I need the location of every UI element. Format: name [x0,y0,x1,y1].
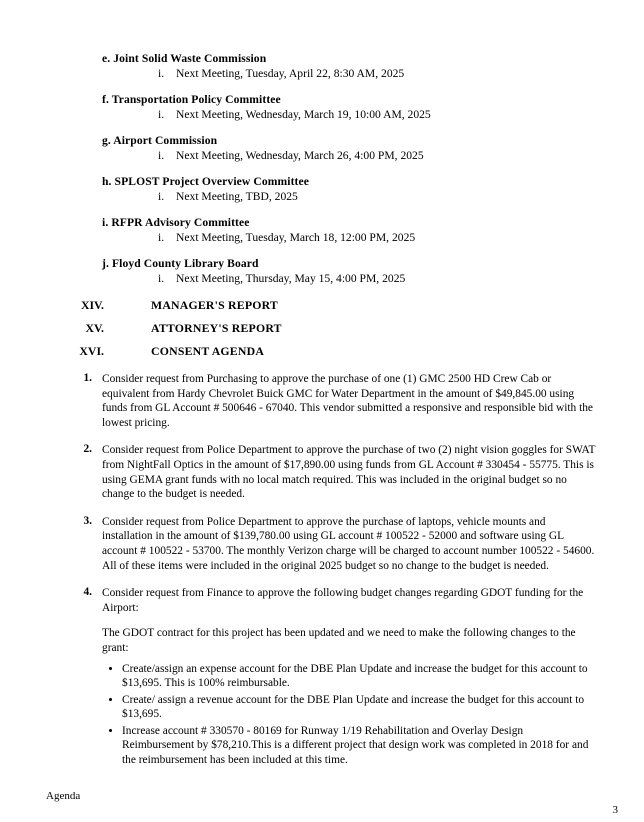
consent-item-paragraph: The GDOT contract for this project has been updated and we need to make the following changes to the grant: [102,627,576,654]
committee-block [46,52,598,80]
section-label: ATTORNEY'S REPORT [151,321,282,335]
list-marker-roman: i. [158,190,165,203]
consent-item-paragraph: Consider request from Finance to approve the following budget changes regarding GDOT funding for the Airport: [102,587,584,614]
consent-item-body [102,586,598,768]
list-marker-roman: i. [158,149,165,162]
section-number: XIV. [80,298,104,312]
list-marker-roman: i. [158,272,165,285]
consent-item-body [102,515,598,573]
consent-item [46,515,598,573]
committee-meeting-text: Next Meeting, Wednesday, March 26, 4:00 PM, 2025 [176,149,424,162]
consent-item [46,443,598,501]
consent-item-paragraph: Consider request from Police Department to approve the purchase of two (2) night vision goggles for SWAT from NightFall Optics in the amount of $17,890.00 using funds from GL Account # 330454 - 55775. This is using GEMA grant funds with no local match required. This was included in the original budget so no change to the budget is needed. [102,444,596,501]
committee-title: f. Transportation Policy Committee [102,93,281,106]
consent-item-body [102,443,598,501]
consent-item-number: 2. [83,443,92,456]
list-marker-roman: i. [158,231,165,244]
committee-meeting [158,149,598,162]
list-item: • Create/ assign a revenue account for the DBE Plan Update and increase the budget for this account to $13,695. [122,693,598,722]
section-number: XVI. [79,344,104,358]
list-marker-roman: i. [158,108,165,121]
consent-item-paragraph: Consider request from Police Department to approve the purchase of laptops, vehicle mounts and installation in the amount of $139,780.00 using GL account # 100522 - 52000 and software using GL account # 100522 - 53700. The monthly Verizon charge will be charged to account number 100522 - 54600. All of these items were included in the original 2025 budget so no change to the budget is needed. [102,515,595,572]
committee-block [46,175,598,203]
committee-meeting-text: Next Meeting, Thursday, May 15, 4:00 PM, 2025 [176,272,406,285]
consent-items [46,372,598,768]
committee-block [46,93,598,121]
committee-meeting [158,272,598,285]
consent-item [46,372,598,430]
consent-item-body [102,372,598,430]
footer-page-number: 3 [612,804,618,816]
list-item: • Increase account # 330570 - 80169 for Runway 1/19 Rehabilitation and Overlay Design Reimbursement by $78,210.This is a different project that design work was completed in 2018 for and the reimbursement has been included at this time. [122,724,598,768]
committee-meeting [158,231,598,244]
committee-meeting-text: Next Meeting, Tuesday, March 18, 12:00 PM, 2025 [176,231,416,244]
committee-block [46,257,598,285]
footer-document-label: Agenda [46,790,81,802]
committee-meeting-text: Next Meeting, TBD, 2025 [176,190,298,203]
committee-meeting [158,108,598,121]
committee-meeting [158,67,598,80]
committee-block [46,134,598,162]
committee-title: e. Joint Solid Waste Commission [102,52,267,65]
committee-title: j. Floyd County Library Board [102,257,259,270]
committee-meeting [158,190,598,203]
section-consent-agenda [46,344,598,359]
committee-list [46,52,598,285]
consent-item-number: 4. [83,586,92,599]
consent-item [46,586,598,768]
committee-title: h. SPLOST Project Overview Committee [102,175,309,188]
consent-item-bullets [102,662,598,768]
committee-title: g. Airport Commission [102,134,218,147]
section-number: XV. [85,321,104,335]
consent-item-number: 3. [83,514,92,527]
consent-item-paragraph: Consider request from Purchasing to approve the purchase of one (1) GMC 2500 HD Crew Cab or equivalent from Hardy Chevrolet Buick GMC for Water Department in the amount of $49,845.00 using funds from GL Account # 500646 - 67040. This vendor submitted a responsive and responsible bid with the lowest pricing. [102,373,593,429]
section-label: CONSENT AGENDA [151,344,265,358]
section-attorneys-report [46,321,598,336]
list-marker-roman: i. [158,67,165,80]
section-managers-report [46,298,598,313]
committee-title: i. RFPR Advisory Committee [102,216,250,229]
committee-block [46,216,598,244]
committee-meeting-text: Next Meeting, Tuesday, April 22, 8:30 AM, 2025 [176,67,405,80]
committee-meeting-text: Next Meeting, Wednesday, March 19, 10:00 AM, 2025 [176,108,431,121]
section-label: MANAGER'S REPORT [151,298,278,312]
consent-item-number: 1. [83,372,92,384]
list-item: • Create/assign an expense account for the DBE Plan Update and increase the budget for this account to $13,695. This is 100% reimbursable. [122,662,598,691]
